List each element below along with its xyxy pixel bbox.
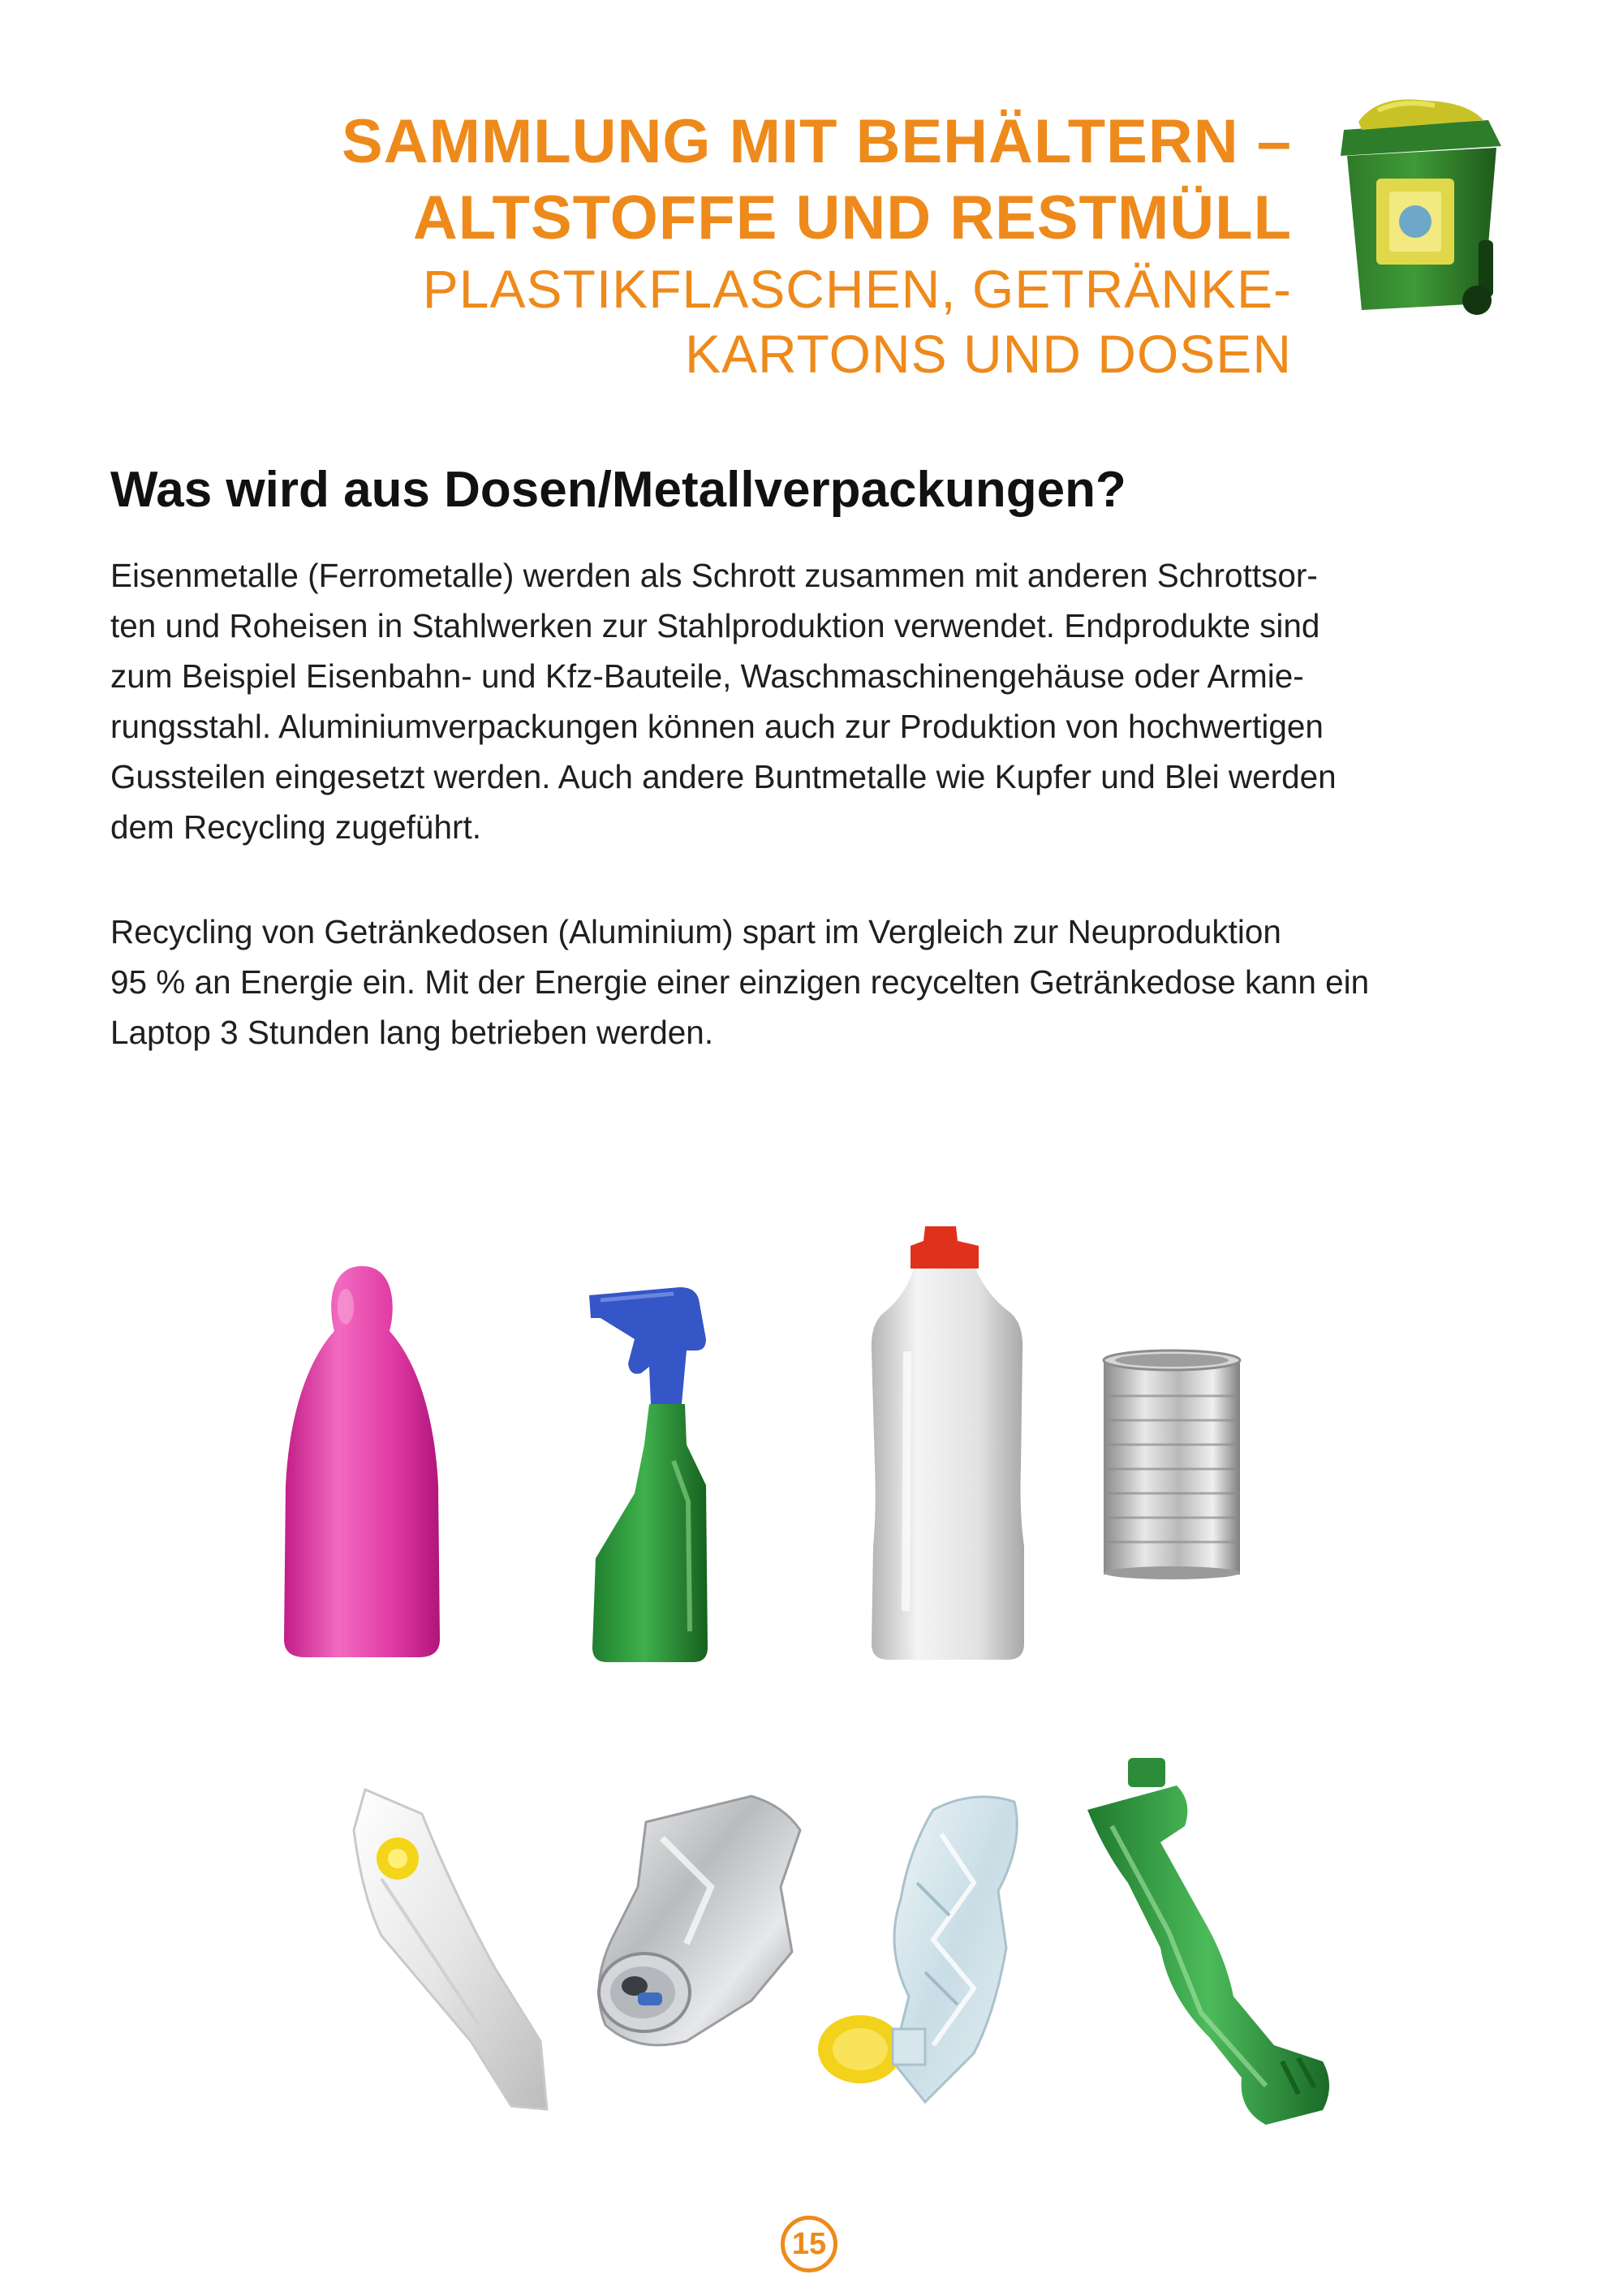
- page-title-line-2: ALTSTOFFE UND RESTMÜLL: [412, 183, 1292, 252]
- page-number: 15: [781, 2216, 837, 2272]
- spray-bottle-icon: [584, 1282, 714, 1664]
- page-title-line-1: SAMMLUNG MIT BEHÄLTERN –: [342, 107, 1292, 176]
- pink-bottle-icon: [273, 1258, 451, 1664]
- text-line: Recycling von Getränkedosen (Aluminium) spart im Vergleich zur Neuproduktion: [110, 913, 1281, 950]
- page-header: [172, 104, 1292, 386]
- page-subtitle-line-1: PLASTIKFLASCHEN, GETRÄNKE-: [422, 259, 1292, 319]
- text-line: Laptop 3 Stunden lang betrieben werden.: [110, 1014, 714, 1051]
- paragraph-metal-recycling: [110, 550, 1514, 852]
- text-line: dem Recycling zugeführt.: [110, 808, 481, 846]
- twisted-green-bottle-icon: [1079, 1753, 1339, 2130]
- text-line: zum Beispiel Eisenbahn- und Kfz-Bauteile, Waschmaschinengehäuse oder Armie-: [110, 657, 1304, 695]
- detergent-bottle-icon: [865, 1221, 1027, 1664]
- page-subtitle-line-2: KARTONS UND DOSEN: [684, 324, 1292, 384]
- paragraph-energy-savings: [110, 907, 1514, 1058]
- waste-bin-icon: [1329, 88, 1509, 323]
- tin-can-icon: [1100, 1347, 1243, 1583]
- text-line: Gussteilen eingesetzt werden. Auch andere Buntmetalle wie Kupfer und Blei werden: [110, 758, 1337, 795]
- section-heading: Was wird aus Dosen/Metallverpackungen?: [110, 462, 1126, 518]
- flattened-carton-icon: [349, 1781, 552, 2122]
- text-line: 95 % an Energie ein. Mit der Energie einer einzigen recycelten Getränkedose kann ein: [110, 963, 1370, 1001]
- crushed-can-icon: [589, 1790, 810, 2057]
- text-line: ten und Roheisen in Stahlwerken zur Stahlproduktion verwendet. Endprodukte sind: [110, 607, 1320, 644]
- text-line: rungsstahl. Aluminiumverpackungen können auch zur Produktion von hochwertigen: [110, 708, 1324, 745]
- text-line: Eisenmetalle (Ferrometalle) werden als Schrott zusammen mit anderen Schrottsor-: [110, 557, 1318, 594]
- crushed-pet-bottle-icon: [812, 1786, 1047, 2110]
